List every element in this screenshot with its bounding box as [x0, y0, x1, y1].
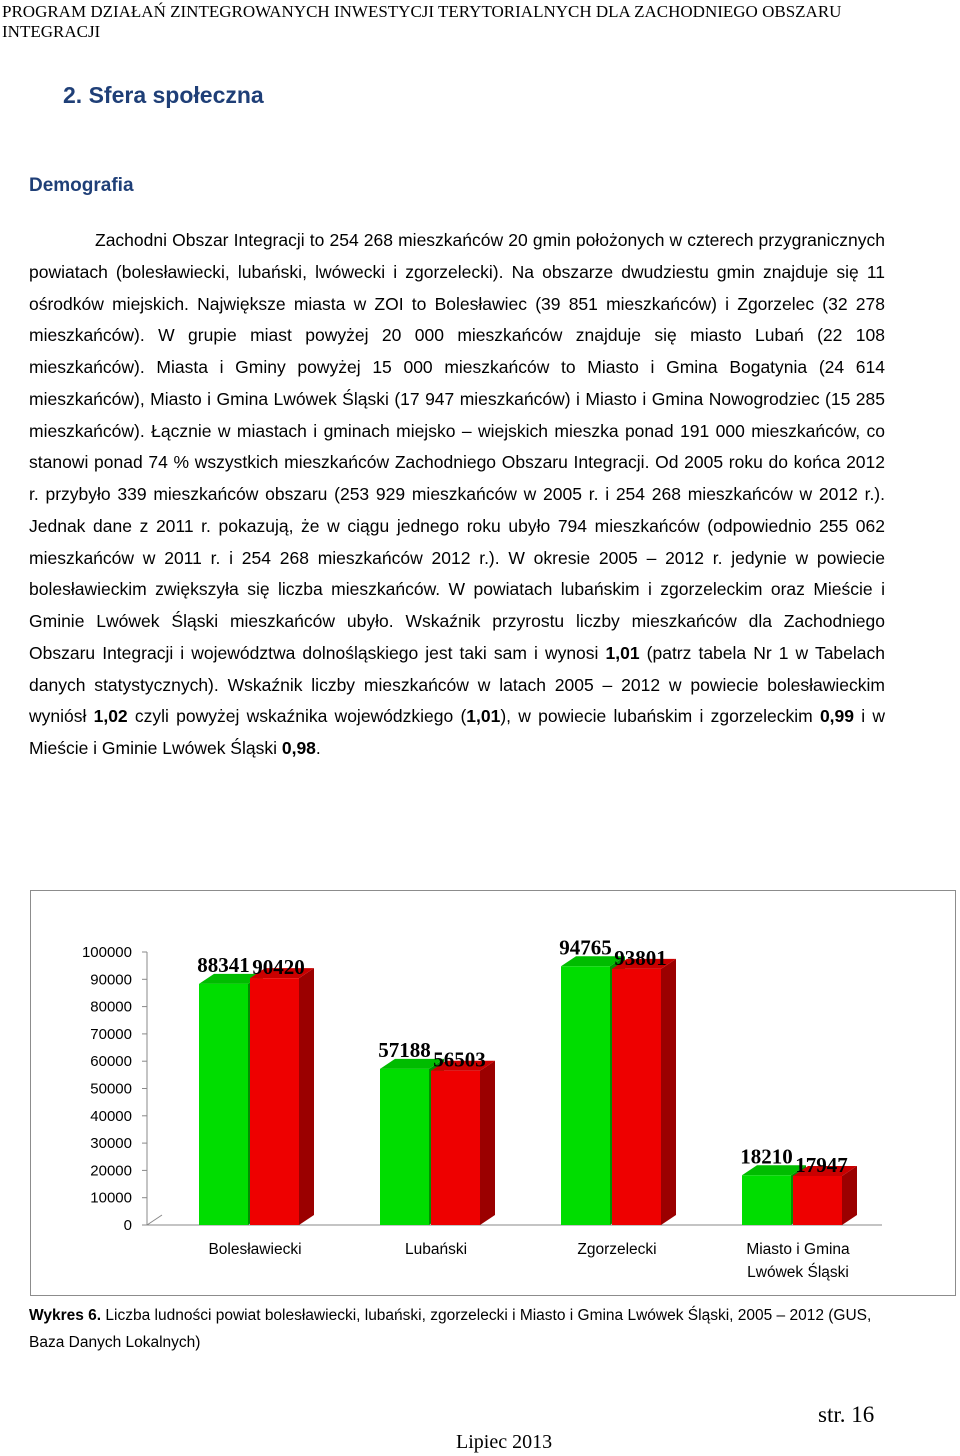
data-label: 94765: [559, 935, 612, 960]
data-label: 18210: [740, 1144, 793, 1169]
indicator-value-boleslawiecki: 1,02: [93, 706, 128, 727]
text-run-4: ), w powiecie lubańskim i zgorzeleckim: [500, 706, 820, 727]
y-tick-label: 60000: [90, 1053, 132, 1071]
chart-caption: [29, 1302, 889, 1356]
header-line-2: INTEGRACJI: [2, 22, 101, 41]
y-tick-label: 80000: [90, 998, 132, 1016]
bar: [742, 1175, 791, 1225]
indicator-value-lubanski-zgorzelecki: 0,99: [819, 706, 854, 727]
category-label: Lubański: [404, 1241, 468, 1258]
text-run-5: i w Mieście i Gminie Lwówek Śląski: [29, 706, 885, 758]
document-header: [0, 0, 960, 42]
bar: [793, 1176, 842, 1225]
bar: [431, 1071, 480, 1225]
category-label: Lwówek Śląski: [747, 1264, 849, 1281]
body-paragraph: [29, 225, 885, 765]
subheading-demografia: Demografia: [29, 175, 134, 196]
data-label: 88341: [197, 952, 250, 977]
section-title: 2. Sfera społeczna: [63, 82, 264, 108]
caption-text: Liczba ludności powiat bolesławiecki, lubański, zgorzelecki i Miasto i Gmina Lwówek Śląski, 2005 – 2012 (GUS, Baza Danych Lokalnych): [29, 1307, 872, 1351]
chart-frame: [30, 890, 956, 1296]
y-tick-label: 100000: [81, 944, 132, 961]
y-tick-label: 50000: [90, 1080, 132, 1098]
x-axis-depth-line: [147, 1215, 162, 1225]
y-tick-label: 40000: [90, 1107, 132, 1125]
y-tick-label: 70000: [90, 1025, 132, 1043]
category-label: Miasto i Gmina: [746, 1241, 850, 1258]
bar: [561, 966, 610, 1225]
text-run-2: (patrz tabela Nr 1 w Tabelach danych statystycznych). Wskaźnik liczby mieszkańców w latach 2005 – 2012 w powiecie bolesławieckim wyniósł: [29, 642, 885, 727]
bar: [612, 969, 661, 1225]
y-tick-label: 0: [123, 1217, 132, 1234]
y-tick-label: 90000: [90, 971, 132, 989]
data-label: 17947: [795, 1153, 848, 1178]
indicator-value-lwowek: 0,98: [281, 738, 316, 758]
bar-side-face: [299, 968, 314, 1225]
y-tick-label: 20000: [90, 1162, 132, 1180]
text-run-1: Zachodni Obszar Integracji to 254 268 mieszkańców 20 gmin położonych w czterech przygranicznych powiatach (bolesławiecki, lubański, lwówecki i zgorzelecki). Na obszarze dwudziestu gmin znajduje się 11 ośrodków miejskich. Największe miasta w ZOI to Bolesławiec (39 851 mieszkańców) i Zgorzelec (32 278 mieszkańców). W grupie miast powyżej 20 000 mieszkańców znajduje się miasto Lubań (22 108 mieszkańców). Miasta i Gminy powyżej 15 000 mieszkańców to Miasto i Gmina Bogatynia (24 614 mieszkańców), Miasto i Gmina Lwówek Śląski (17 947 mieszkańców) i Miasto i Gmina Nowogrodziec (15 285 mieszkańców). Łącznie w miastach i gminach miejsko – wiejskich mieszka ponad 191 000 mieszkańców, co stanowi ponad 74 % wszystkich mieszkańców Zachodniego Obszaru Integracji. Od 2005 roku do końca 2012 r. przybyło 339 mieszkańców obszaru (253 929 mieszkańców w 2005 r. i 254 268 mieszkańców w 2012 r.). Jednak dane z 2011 r. pokazują, że w ciągu jednego roku ubyło 794 mieszkańców (odpowiednio 255 062 mieszkańców w 2011 r. i 254 268 mieszkańców 2012 r.). W okresie 2005 – 2012 r. jedynie w powiecie bolesławieckim zwiększyła się liczba mieszkańców. W powiatach lubańskim i zgorzeleckim oraz Mieście i Gminie Lwówek Śląski mieszkańców ubyło. Wskaźnik przyrostu liczby mieszkańców dla Zachodniego Obszaru Integracji i województwa dolnośląskiego jest taki sam i wynosi: [29, 230, 885, 663]
bar: [250, 978, 299, 1225]
data-label: 57188: [378, 1037, 431, 1062]
footer-date: Lipiec 2013: [456, 1431, 553, 1453]
text-run-6: .: [315, 738, 321, 758]
category-label: Bolesławiecki: [208, 1241, 302, 1258]
text-run-3: czyli powyżej wskaźnika wojewódzkiego (: [127, 706, 467, 727]
caption-label: Wykres 6.: [29, 1307, 102, 1324]
page-number: str. 16: [818, 1402, 875, 1427]
category-label: Zgorzelecki: [577, 1241, 657, 1258]
bar: [199, 984, 248, 1225]
population-bar-chart: [31, 891, 954, 1294]
bar-side-face: [480, 1061, 495, 1225]
indicator-value-voivodeship: 1,01: [466, 706, 501, 727]
y-tick-label: 30000: [90, 1135, 132, 1153]
data-label: 56503: [433, 1047, 486, 1072]
y-tick-label: 10000: [90, 1189, 132, 1207]
data-label: 93801: [614, 945, 667, 970]
bar: [380, 1069, 429, 1225]
data-label: 90420: [252, 955, 305, 980]
bar-side-face: [661, 959, 676, 1225]
paragraph-text: [29, 225, 885, 765]
indicator-value-zoi: 1,01: [605, 642, 640, 663]
header-line-1: PROGRAM DZIAŁAŃ ZINTEGROWANYCH INWESTYCJI TERYTORIALNYCH DLA ZACHODNIEGO OBSZARU: [2, 2, 842, 21]
